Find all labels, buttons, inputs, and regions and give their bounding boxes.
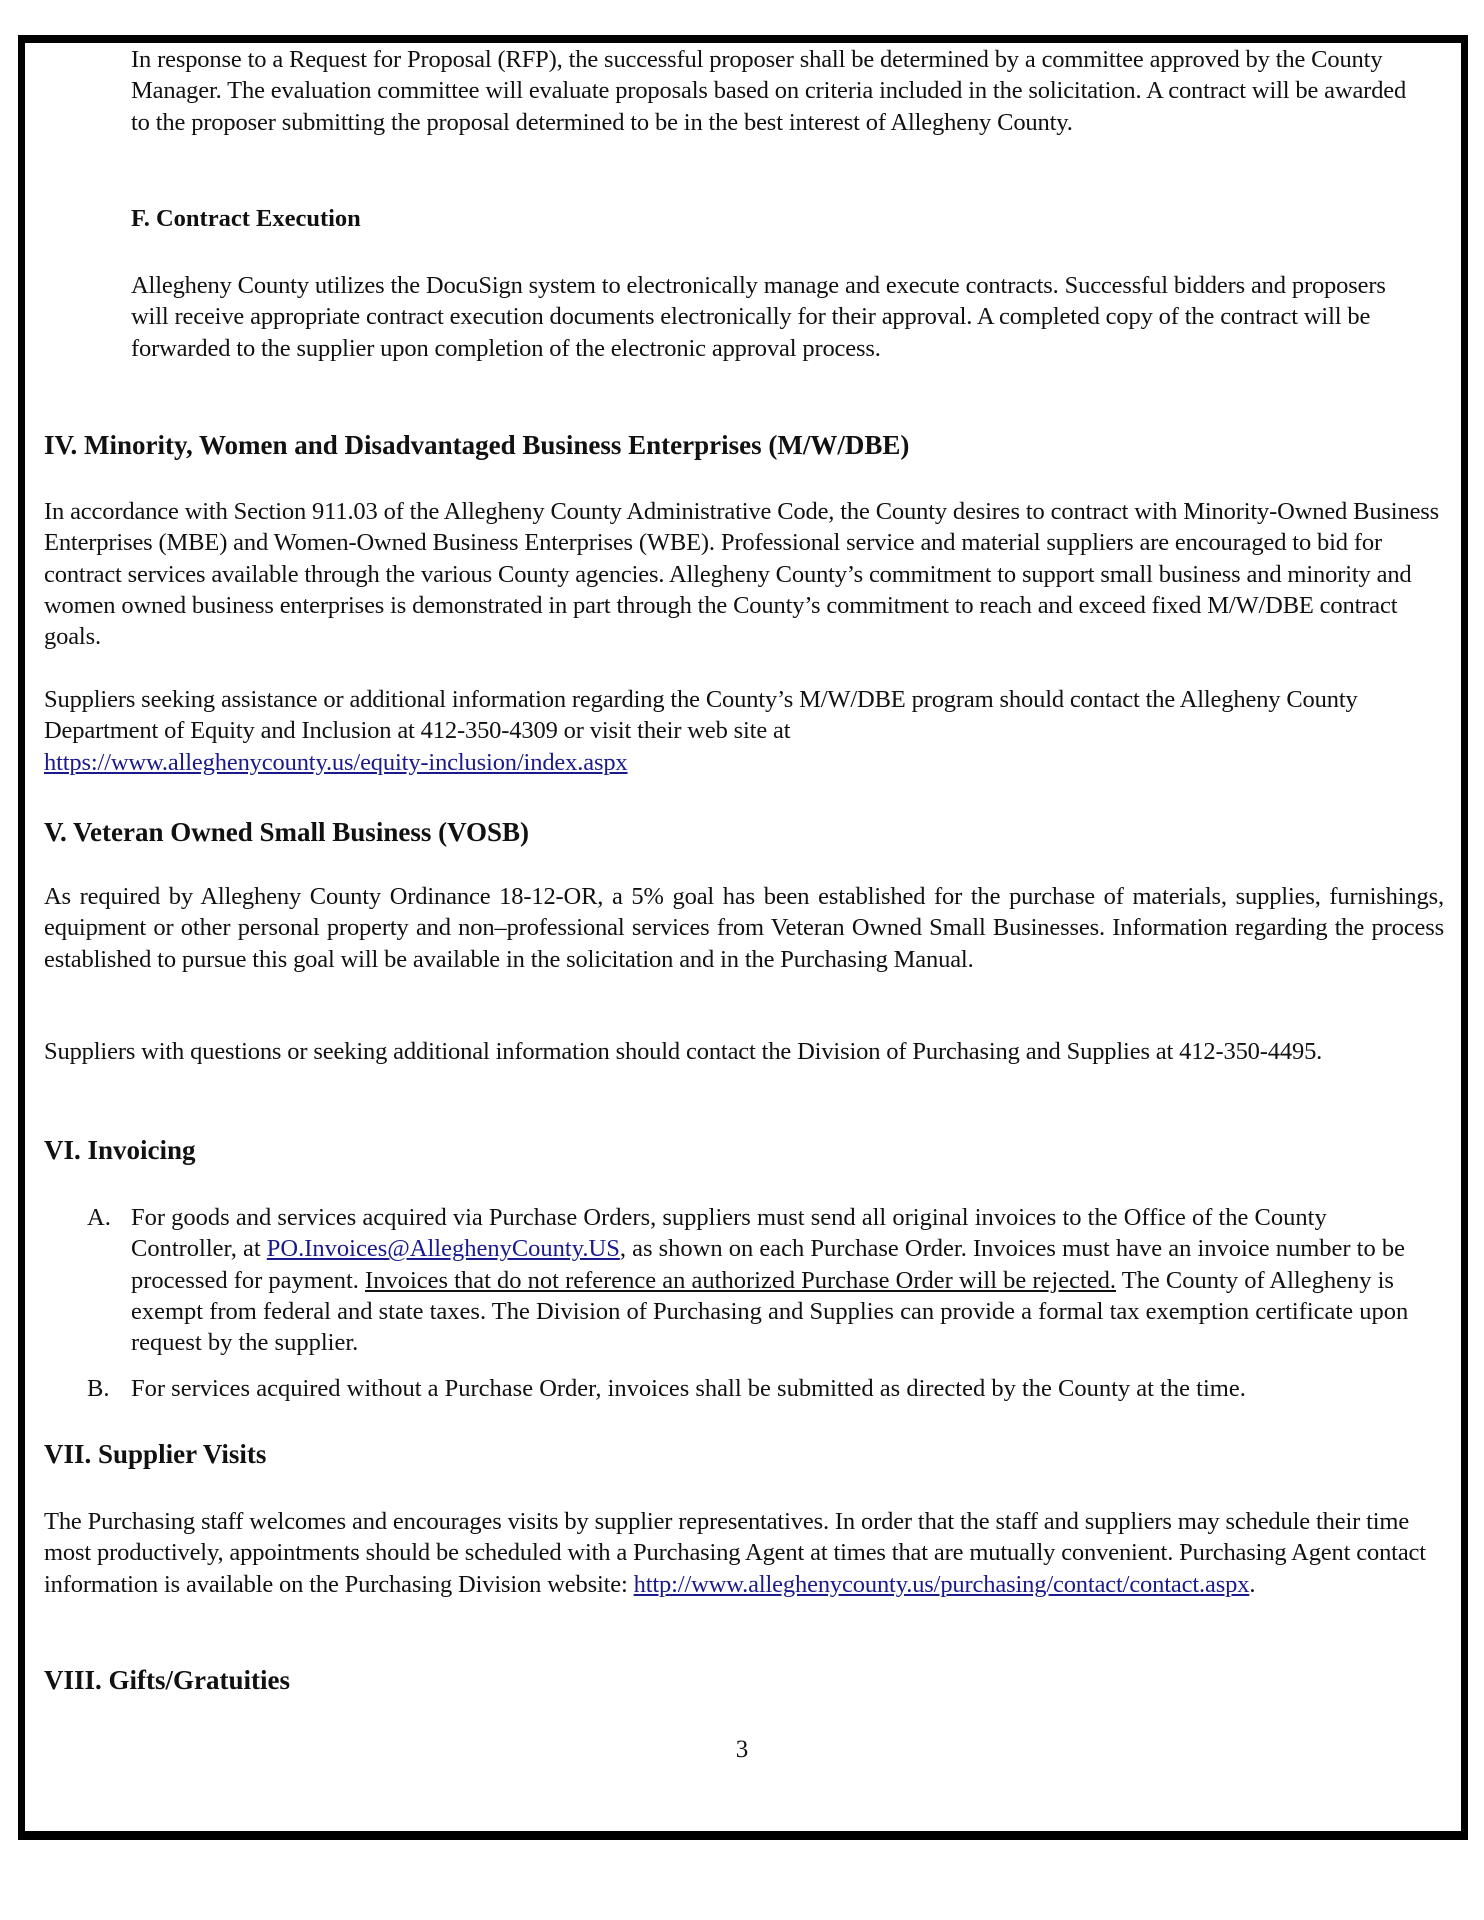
link-suffix: . [1249,1570,1256,1598]
supplier-visits-text: The Purchasing staff welcomes and encourages visits by supplier representatives. In order that the staff and suppliers may schedule their time most productively, appointments should be scheduled with a Purchasing Agent at times that are mutually convenient. Purchasing Agent contact information is available on the Purchasing Division website: [44,1508,1426,1598]
item-a-text-2: , as shown on each Purchase Order. Invoices must have an invoice number to be processed for payment. [131,1235,1405,1294]
item-a-text-3: The County of Allegheny is exempt from federal and state taxes. The Division of Purchasing and Supplies can provide a formal tax exemption certificate upon request by the supplier. [131,1266,1409,1357]
contract-execution-paragraph: Allegheny County utilizes the DocuSign system to electronically manage and execute contracts. Successful bidders and proposers will receive appropriate contract execution documents electronically for their approval. A completed copy of the contract will be forwarded to the supplier upon completion of the electronic approval process. [131,272,1386,362]
supplier-visits-heading: VII. Supplier Visits [44,1439,267,1469]
invoicing-item-b [87,1373,1427,1405]
list-marker: B. [87,1375,110,1402]
mwdbe-paragraph-2-text: Suppliers seeking assistance or additional information regarding the County’s M/W/DBE program should contact the Allegheny County Department of Equity and Inclusion at 412-350-4309 or visit their web site at [44,686,1358,745]
vosb-heading: V. Veteran Owned Small Business (VOSB) [44,817,530,847]
equity-inclusion-link[interactable]: https://www.alleghenycounty.us/equity-inclusion/index.aspx [44,748,628,776]
item-a-text-1: For goods and services acquired via Purchase Orders, suppliers must send all original invoices to the Office of the County Controller, at [131,1204,1327,1263]
invoicing-item-a-text [131,1202,1426,1358]
invoicing-item-b-text: For services acquired without a Purchase Order, invoices shall be submitted as directed by the County at the time. [131,1375,1246,1402]
invoicing-heading: VI. Invoicing [44,1135,196,1165]
page-number: 3 [735,1736,749,1763]
mwdbe-paragraph-2 [44,684,1444,778]
invoicing-item-a [87,1202,1427,1362]
item-a-underlined-warning: Invoices that do not reference an authorized Purchase Order will be rejected. [365,1266,1117,1294]
mwdbe-paragraph-1: In accordance with Section 911.03 of the Allegheny County Administrative Code, the County desires to contract with Minority-Owned Business Enterprises (MBE) and Women-Owned Business Enterprises (WBE). Professional service and material suppliers are encouraged to bid for contract services available through the various County agencies. Allegheny County’s commitment to support small business and minority and women owned business enterprises is demonstrated in part through the County’s commitment to reach and exceed fixed M/W/DBE contract goals. [44,498,1440,651]
contract-execution-heading: F. Contract Execution [131,205,361,232]
invoice-email-link[interactable]: PO.Invoices@AlleghenyCounty.US [266,1235,620,1263]
vosb-paragraph-2: Suppliers with questions or seeking additional information should contact the Division of Purchasing and Supplies at 412-350-4495. [44,1038,1323,1065]
gifts-heading: VIII. Gifts/Gratuities [44,1665,290,1695]
supplier-visits-paragraph [44,1506,1444,1600]
purchasing-contact-link[interactable]: http://www.alleghenycounty.us/purchasing/contact/contact.aspx [633,1570,1250,1598]
vosb-paragraph-1: As required by Allegheny County Ordinance 18-12-OR, a 5% goal has been established for the purchase of materials, supplies, furnishings, equipment or other personal property and non–professional services from Veteran Owned Small Businesses. Information regarding the process established to pursue this goal will be available in the solicitation and in the Purchasing Manual. [44,883,1444,973]
list-marker: A. [87,1204,111,1231]
rfp-paragraph: In response to a Request for Proposal (RFP), the successful proposer shall be determined by a committee approved by the County Manager. The evaluation committee will evaluate proposals based on criteria included in the solicitation. A contract will be awarded to the proposer submitting the proposal determined to be in the best interest of Allegheny County. [131,46,1407,136]
mwdbe-heading: IV. Minority, Women and Disadvantaged Business Enterprises (M/W/DBE) [44,430,910,460]
